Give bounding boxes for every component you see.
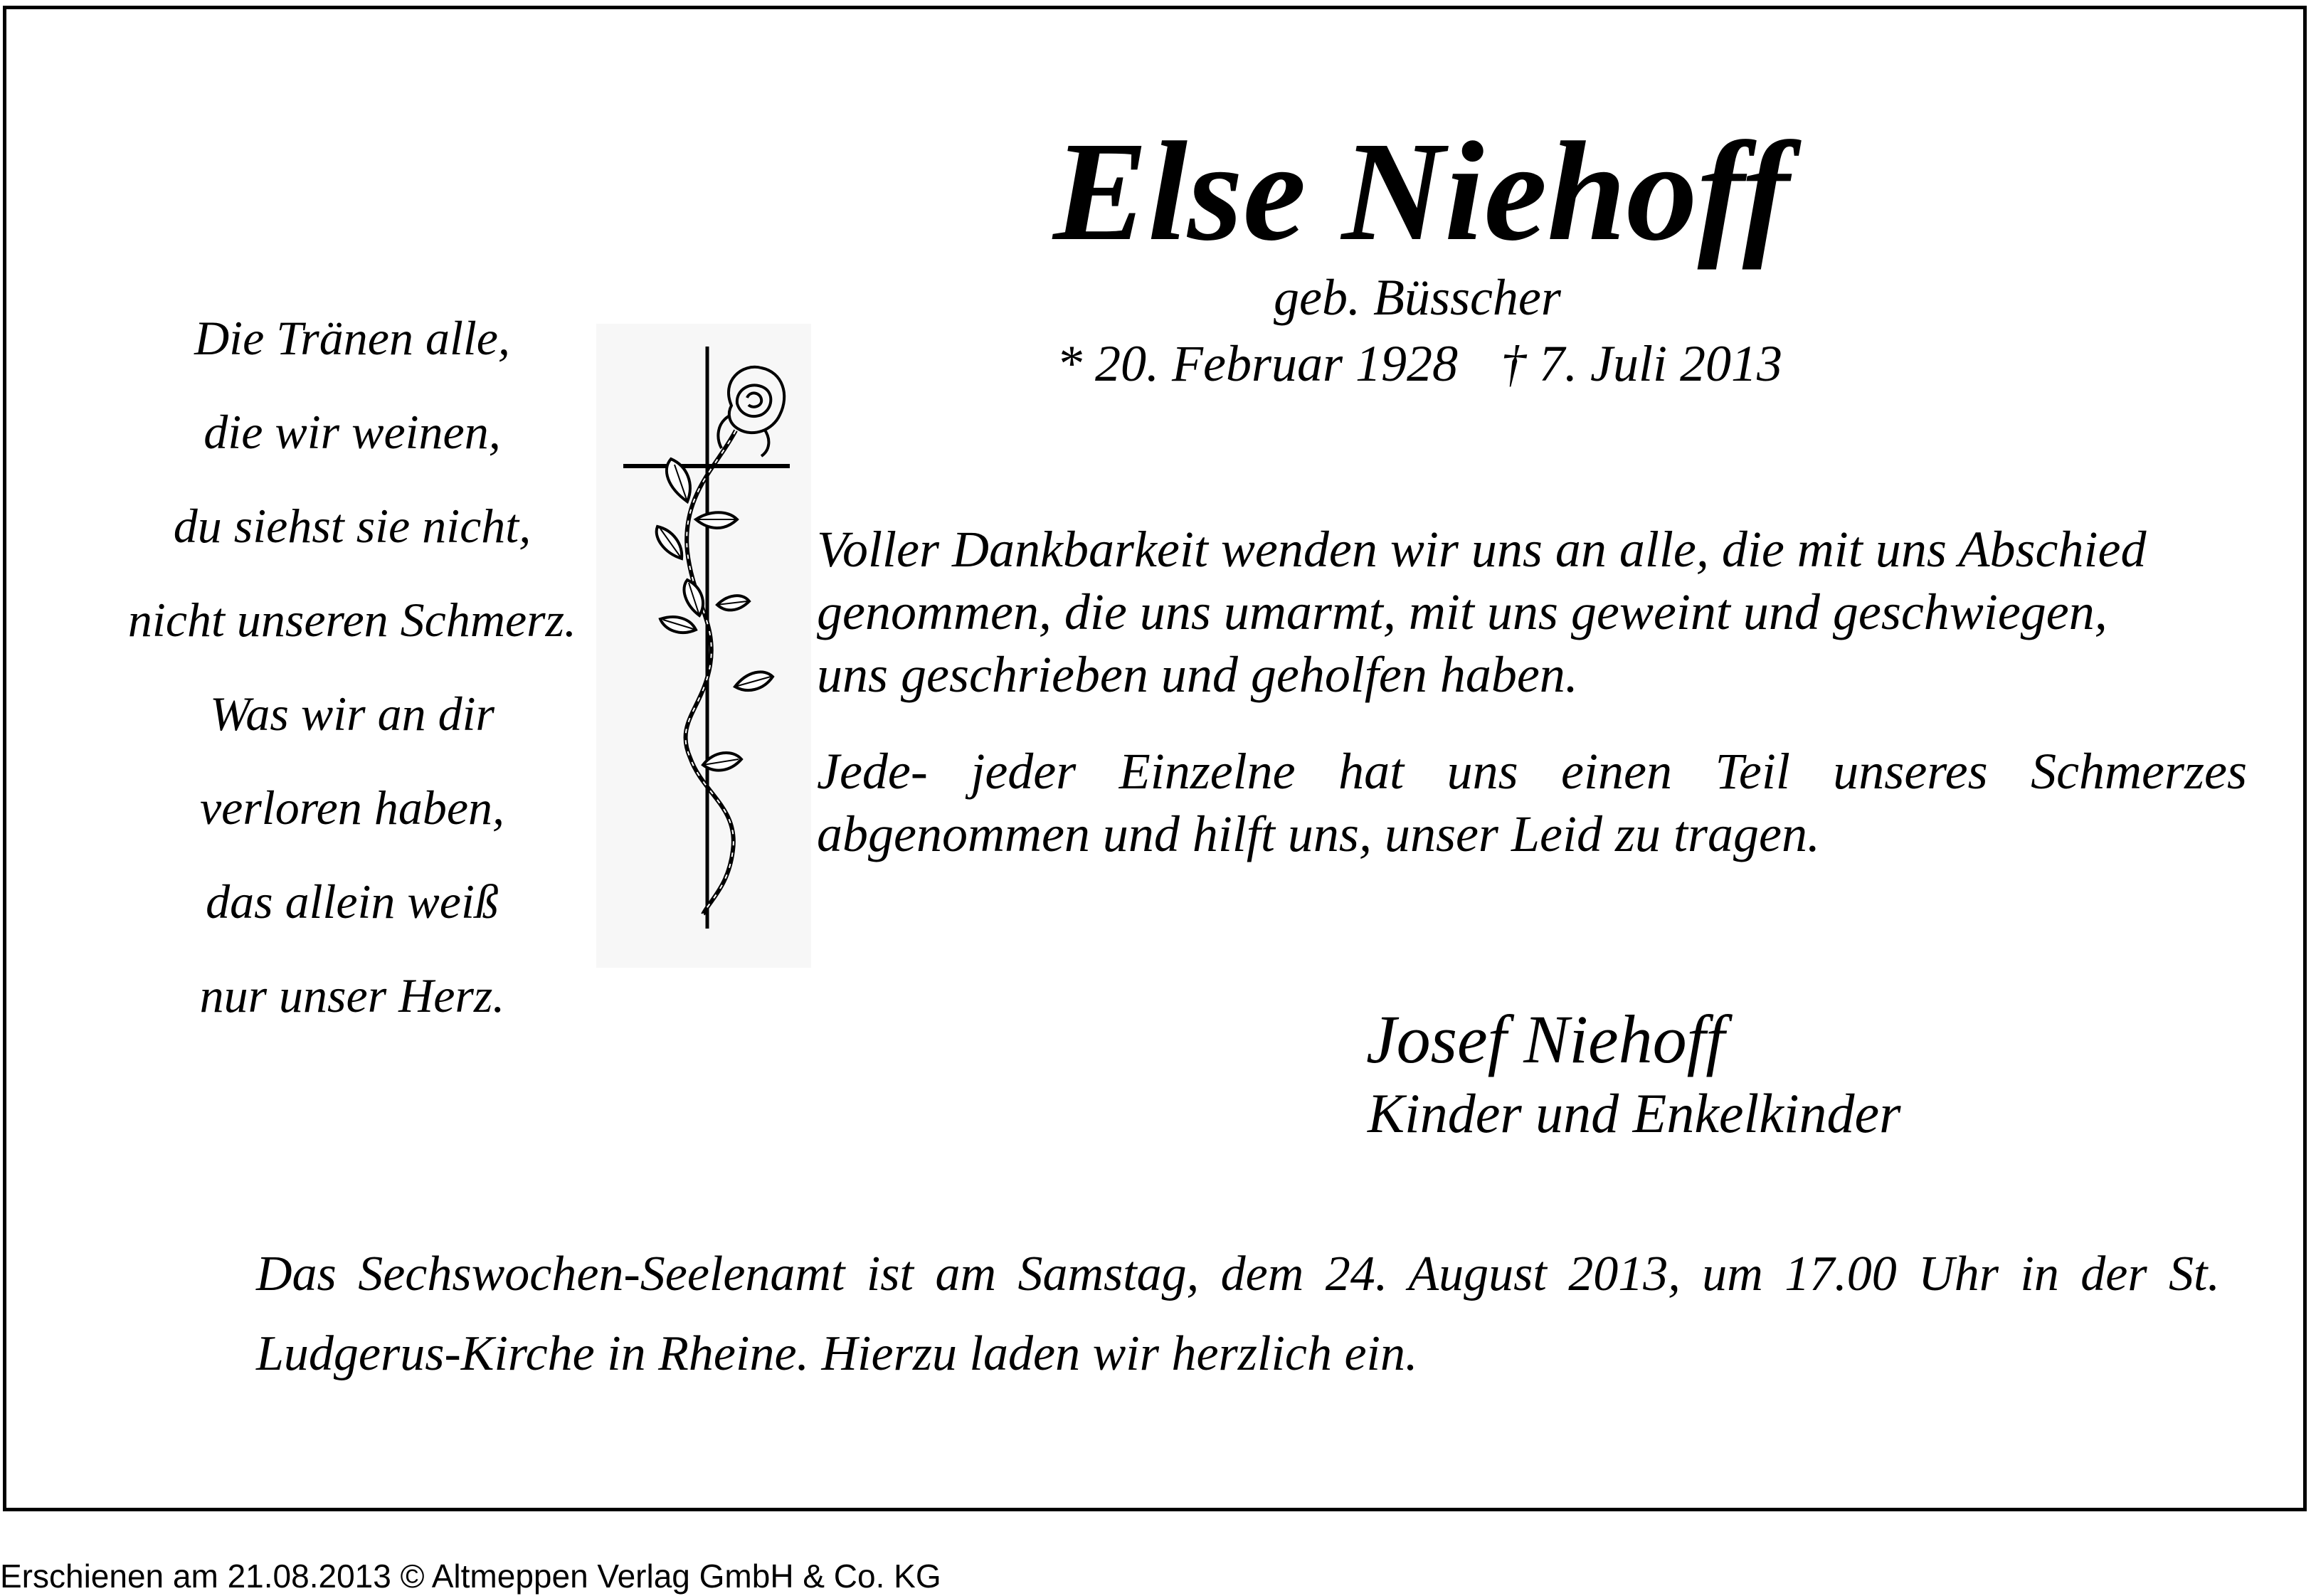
thanks-line: uns geschrieben und geholfen haben.	[817, 646, 1578, 703]
comfort-paragraph: Jede- jeder Einzelne hat uns einen Teil unseres Schmerzes abgenommen und hilft uns, unser Leid zu tragen.	[817, 743, 2247, 862]
thanks-line: Voller Dankbarkeit wenden wir uns an alle, die mit uns Abschied	[817, 521, 2147, 578]
thanks-paragraph	[817, 518, 2247, 706]
service-announcement: Das Sechswochen-Seelenamt ist am Samstag, dem 24. August 2013, um 17.00 Uhr in der St. Ludgerus-Kirche in Rheine. Hierzu laden wir herzlich ein.	[256, 1247, 2220, 1381]
poem-line: das allein weiß	[206, 874, 499, 929]
family-line: Kinder und Enkelkinder	[1368, 1082, 1901, 1144]
thanks-line: genommen, die uns umarmt, mit uns geweint und geschwiegen,	[817, 583, 2108, 640]
poem-line: du siehst sie nicht,	[173, 499, 532, 553]
birth-date: * 20. Februar 1928	[1057, 335, 1458, 392]
maiden-name: geb. Büsscher	[1274, 269, 1561, 326]
publication-credit: Erschienen am 21.08.2013 © Altmeppen Verlag GmbH & Co. KG	[0, 1558, 941, 1595]
deceased-name: Else Niehoff	[1053, 113, 1790, 270]
poem-line: die wir weinen,	[203, 405, 501, 459]
poem	[100, 306, 605, 1057]
poem-line: Was wir an dir	[210, 687, 495, 741]
death-date: † 7. Juli 2013	[1500, 335, 1782, 392]
cross-with-rose-icon	[596, 324, 811, 968]
poem-line: nur unser Herz.	[199, 968, 505, 1022]
life-dates	[1057, 334, 1782, 393]
signer-name: Josef Niehoff	[1366, 1001, 1725, 1077]
poem-line: nicht unseren Schmerz.	[127, 593, 577, 647]
poem-line: Die Tränen alle,	[194, 311, 510, 365]
poem-line: verloren haben,	[199, 781, 505, 835]
